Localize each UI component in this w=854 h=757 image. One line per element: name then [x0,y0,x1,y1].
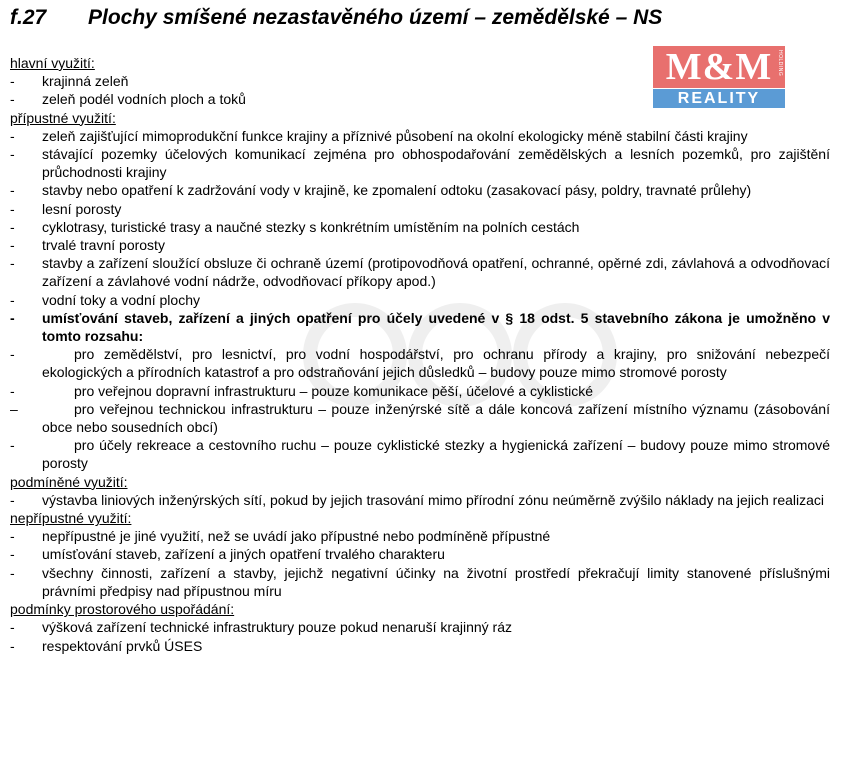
dash: - [10,546,15,563]
dash: - [10,291,15,308]
dash: - [10,382,15,399]
dash: - [10,528,15,545]
heading-podminene: podmíněné využití: [10,473,128,490]
dash: – [10,400,18,417]
sub-list-item: - pro účely rekreace a cestovního ruchu – pouze cyklistické stezky a hygienická zařízení – budovy pouze mimo stromové porosty [10,437,830,472]
dash: - [10,346,15,363]
list-item: - trvalé travní porosty [10,237,165,254]
heading-hlavni: hlavní využití: [10,55,95,71]
list-item: - stavby a zařízení sloužící obsluze či ochraně území (protipovodňová opatření, ochranné, opěrné zdi, závlahová a odvodňovací zařízení a závlahové vodní nádrže, odvodňovací příkopy apod.) [10,255,830,290]
dash: - [10,218,15,235]
dash: - [10,437,15,454]
sub-list-item: - pro veřejnou dopravní infrastrukturu – pouze komunikace pěší, účelové a cyklistické [10,382,594,399]
dash: - [10,309,15,326]
list-item: - respektování prvků ÚSES [10,637,203,654]
list-item-bold: - umísťování staveb, zařízení a jiných opatření pro účely uvedené v § 18 odst. 5 stavebního zákona je umožněno v tomto rozsahu: [10,309,830,345]
list-item: - vodní toky a vodní plochy [10,291,200,308]
logo-reality: REALITY [653,89,785,108]
list-item: - zeleň podél vodních ploch a toků [10,91,246,108]
logo-holding: HOLDING [777,50,783,77]
dash: - [10,91,15,108]
dash: - [10,127,15,144]
list-item: - nepřípustné je jiné využití, než se uvádí jako přípustné nebo podmíněně přípustné [10,528,551,545]
dash: - [10,619,15,636]
list-item: - cyklotrasy, turistické trasy a naučné stezky s konkrétním umístěním na polních cestách [10,218,580,235]
dash: - [10,637,15,654]
list-item: - stavby nebo opatření k zadržování vody v krajině, ke zpomalení odtoku (zasakovací pásy, poldry, travnaté průlehy) [10,182,752,199]
list-item: - stávající pozemky účelových komunikací zejména pro obhospodařování zemědělských a lesních pozemků, pro zajištění průchodnosti krajiny [10,146,830,181]
heading-nepripustne: nepřípustné využití: [10,510,132,527]
list-item: - lesní porosty [10,200,122,217]
dash: - [10,491,15,508]
list-item: - krajinná zeleň [10,73,129,90]
document-body [10,54,830,655]
section-title: Plochy smíšené nezastavěného území – zemědělské – NS [88,6,663,29]
list-item: - zeleň zajišťující mimoprodukční funkce krajiny a příznivé působení na okolní ekologicky méně stabilní části krajiny [10,127,748,144]
page-title [10,6,662,30]
dash: - [10,146,15,163]
list-item: - výšková zařízení technické infrastruktury pouze pokud nenaruší krajinný ráz [10,619,513,636]
heading-prostorove: podmínky prostorového uspořádání: [10,601,235,618]
section-number: f.27 [10,6,47,29]
list-item: - výstavba liniových inženýrských sítí, pokud by jejich trasování mimo přírodní zónu neúměrně zvýšilo náklady na jejich realizaci [10,491,825,508]
list-item: - umísťování staveb, zařízení a jiných opatření trvalého charakteru [10,546,445,563]
logo-mm: M&M [653,46,785,88]
sub-list-item: - pro zemědělství, pro lesnictví, pro vodní hospodářství, pro ochranu přírody a krajiny, pro snižování nebezpečí ekologických a přírodních katastrof a pro odstraňování jejich důsledků – budovy pouze mimo stromové porosty [10,346,830,381]
dash: - [10,73,15,90]
dash: - [10,255,15,272]
list-item: - všechny činnosti, zařízení a stavby, jejichž negativní účinky na životní prostředí překračují limity stanovené příslušnými právními předpisy nad přípustnou míru [10,564,830,599]
sub-list-item: – pro veřejnou technickou infrastrukturu – pouze inženýrské sítě a dále koncová zařízení místního významu (zásobování obce nebo sousedních obcí) [10,400,830,436]
dash: - [10,237,15,254]
dash: - [10,564,15,581]
dash: - [10,200,15,217]
heading-pripustne: přípustné využití: [10,109,116,126]
dash: - [10,182,15,199]
